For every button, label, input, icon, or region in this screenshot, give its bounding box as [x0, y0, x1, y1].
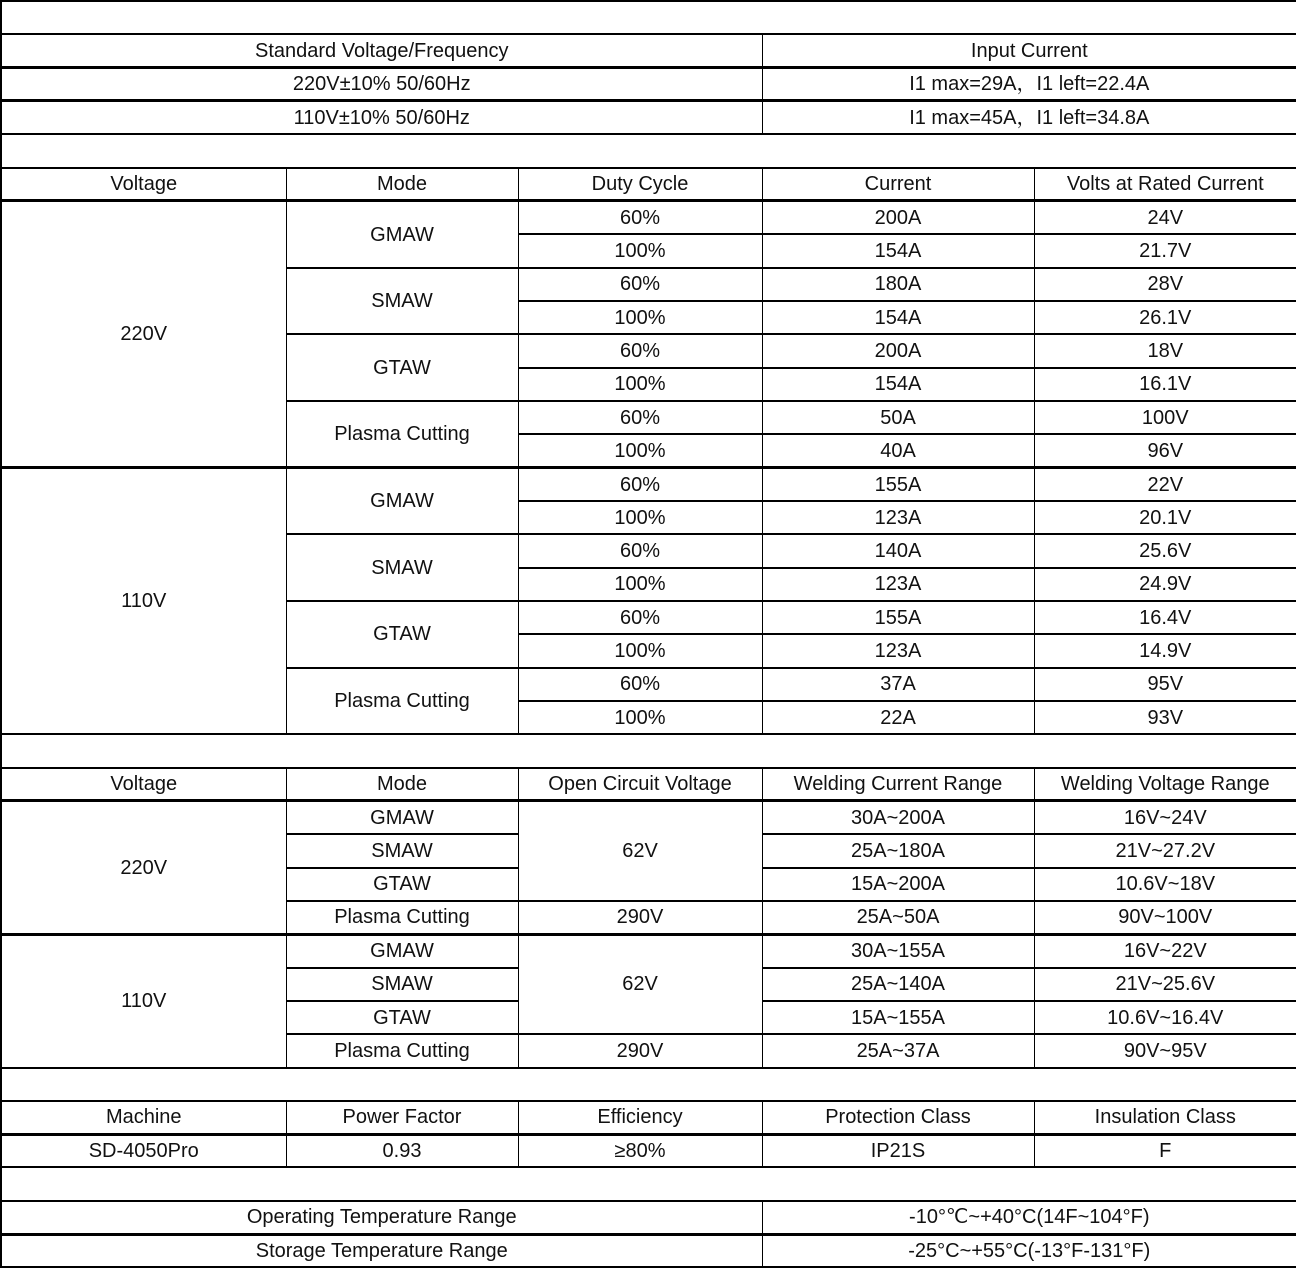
volts-cell: 96V [1034, 434, 1296, 467]
welding-voltage-range-cell: 21V~27.2V [1034, 834, 1296, 867]
voltage-group-cell: 110V [1, 468, 286, 735]
temperature-label-cell: Storage Temperature Range [1, 1234, 762, 1267]
mode-cell: Plasma Cutting [286, 901, 518, 934]
welding-voltage-range-cell: 16V~22V [1034, 934, 1296, 967]
volts-cell: 28V [1034, 268, 1296, 301]
rated-output-section-header: RATED OUTPUT -DC ONLY [1, 134, 1296, 167]
welding-voltage-range-cell: 16V~24V [1034, 801, 1296, 834]
current-cell: 40A [762, 434, 1034, 467]
col-header-voltage: Voltage [1, 168, 286, 201]
col-header-power-factor: Power Factor [286, 1101, 518, 1134]
mode-cell: GTAW [286, 334, 518, 401]
mode-cell: SMAW [286, 968, 518, 1001]
mode-cell: GTAW [286, 868, 518, 901]
mode-cell: SMAW [286, 268, 518, 335]
col-header-efficiency: Efficiency [518, 1101, 762, 1134]
duty-cycle-cell: 100% [518, 234, 762, 267]
mode-cell: GMAW [286, 801, 518, 834]
welding-current-range-cell: 15A~200A [762, 868, 1034, 901]
mode-cell: GTAW [286, 601, 518, 668]
volts-cell: 24.9V [1034, 568, 1296, 601]
col-header-protection-class: Protection Class [762, 1101, 1034, 1134]
col-header-welding-current-range: Welding Current Range [762, 768, 1034, 801]
welding-current-range-cell: 25A~37A [762, 1034, 1034, 1067]
col-header-current: Current [762, 168, 1034, 201]
voltage-group-cell: 220V [1, 801, 286, 934]
welding-current-range-cell: 25A~140A [762, 968, 1034, 1001]
insulation-class-value-cell: F [1034, 1134, 1296, 1167]
current-cell: 37A [762, 668, 1034, 701]
welding-voltage-range-cell: 10.6V~16.4V [1034, 1001, 1296, 1034]
volts-cell: 22V [1034, 468, 1296, 501]
current-cell: 155A [762, 601, 1034, 634]
duty-cycle-cell: 60% [518, 334, 762, 367]
current-cell: 123A [762, 634, 1034, 667]
mode-cell: SMAW [286, 834, 518, 867]
open-circuit-voltage-cell: 62V [518, 801, 762, 901]
volts-cell: 100V [1034, 401, 1296, 434]
input-voltage-cell: 110V±10% 50/60Hz [1, 101, 762, 134]
voltage-group-cell: 110V [1, 934, 286, 1067]
welding-voltage-range-cell: 21V~25.6V [1034, 968, 1296, 1001]
volts-cell: 18V [1034, 334, 1296, 367]
welding-current-range-cell: 30A~155A [762, 934, 1034, 967]
mode-cell: GTAW [286, 1001, 518, 1034]
welding-voltage-range-cell: 90V~100V [1034, 901, 1296, 934]
col-header-machine: Machine [1, 1101, 286, 1134]
volts-cell: 26.1V [1034, 301, 1296, 334]
col-header-duty-cycle: Duty Cycle [518, 168, 762, 201]
mode-cell: GMAW [286, 934, 518, 967]
mode-cell: Plasma Cutting [286, 1034, 518, 1067]
temperature-label-cell: Operating Temperature Range [1, 1201, 762, 1234]
duty-cycle-cell: 60% [518, 668, 762, 701]
open-circuit-voltage-cell: 62V [518, 934, 762, 1034]
current-cell: 180A [762, 268, 1034, 301]
welding-voltage-range-cell: 10.6V~18V [1034, 868, 1296, 901]
volts-cell: 16.4V [1034, 601, 1296, 634]
input-current-cell: I1 max=45A，I1 left=34.8A [762, 101, 1296, 134]
welding-current-range-cell: 25A~180A [762, 834, 1034, 867]
mode-cell: GMAW [286, 201, 518, 268]
duty-cycle-cell: 60% [518, 601, 762, 634]
temperature-value-cell: -10°℃~+40°C(14F~104°F) [762, 1201, 1296, 1234]
efficiency-value-cell: ≥80% [518, 1134, 762, 1167]
mode-cell: Plasma Cutting [286, 401, 518, 468]
duty-cycle-cell: 60% [518, 268, 762, 301]
duty-cycle-cell: 100% [518, 634, 762, 667]
current-cell: 22A [762, 701, 1034, 734]
current-cell: 155A [762, 468, 1034, 501]
col-header-open-circuit-voltage: Open Circuit Voltage [518, 768, 762, 801]
volts-cell: 24V [1034, 201, 1296, 234]
protection-class-value-cell: IP21S [762, 1134, 1034, 1167]
duty-cycle-cell: 60% [518, 534, 762, 567]
input-current-cell: I1 max=29A，I1 left=22.4A [762, 68, 1296, 101]
input-section-header: INPUT-SINGLE PHASE ONLY [1, 1, 1296, 34]
duty-cycle-cell: 100% [518, 434, 762, 467]
duty-cycle-cell: 60% [518, 201, 762, 234]
col-header-volts-at-rated-current: Volts at Rated Current [1034, 168, 1296, 201]
volts-cell: 25.6V [1034, 534, 1296, 567]
duty-cycle-cell: 100% [518, 701, 762, 734]
duty-cycle-cell: 60% [518, 468, 762, 501]
duty-cycle-cell: 100% [518, 501, 762, 534]
current-cell: 154A [762, 368, 1034, 401]
power-factor-value-cell: 0.93 [286, 1134, 518, 1167]
welding-current-range-cell: 15A~155A [762, 1001, 1034, 1034]
input-voltage-cell: 220V±10% 50/60Hz [1, 68, 762, 101]
current-cell: 50A [762, 401, 1034, 434]
mode-cell: Plasma Cutting [286, 668, 518, 735]
welding-current-range-cell: 25A~50A [762, 901, 1034, 934]
current-cell: 200A [762, 334, 1034, 367]
col-header-mode: Mode [286, 768, 518, 801]
duty-cycle-cell: 100% [518, 301, 762, 334]
open-circuit-voltage-cell: 290V [518, 1034, 762, 1067]
other-parameters-section-header: OTHER PARAMETERS [1, 1068, 1296, 1101]
col-header-voltage: Voltage [1, 768, 286, 801]
volts-cell: 16.1V [1034, 368, 1296, 401]
duty-cycle-cell: 100% [518, 368, 762, 401]
open-circuit-voltage-cell: 290V [518, 901, 762, 934]
welding-current-range-cell: 30A~200A [762, 801, 1034, 834]
volts-cell: 21.7V [1034, 234, 1296, 267]
col-header-mode: Mode [286, 168, 518, 201]
output-range-section-header: OUTPUT RANGE [1, 734, 1296, 767]
volts-cell: 14.9V [1034, 634, 1296, 667]
current-cell: 154A [762, 301, 1034, 334]
welding-voltage-range-cell: 90V~95V [1034, 1034, 1296, 1067]
duty-cycle-cell: 100% [518, 568, 762, 601]
current-cell: 154A [762, 234, 1034, 267]
temperature-value-cell: -25°C~+55°C(-13°F-131°F) [762, 1234, 1296, 1267]
col-header-welding-voltage-range: Welding Voltage Range [1034, 768, 1296, 801]
current-cell: 123A [762, 568, 1034, 601]
volts-cell: 20.1V [1034, 501, 1296, 534]
machine-value-cell: SD-4050Pro [1, 1134, 286, 1167]
temperature-range-section-header: TEMPERATURE RANGE [1, 1167, 1296, 1200]
duty-cycle-cell: 60% [518, 401, 762, 434]
input-col-header-input-current: Input Current [762, 34, 1296, 67]
current-cell: 200A [762, 201, 1034, 234]
mode-cell: SMAW [286, 534, 518, 601]
voltage-group-cell: 220V [1, 201, 286, 468]
input-col-header-voltage-frequency: Standard Voltage/Frequency [1, 34, 762, 67]
current-cell: 140A [762, 534, 1034, 567]
volts-cell: 93V [1034, 701, 1296, 734]
volts-cell: 95V [1034, 668, 1296, 701]
mode-cell: GMAW [286, 468, 518, 535]
current-cell: 123A [762, 501, 1034, 534]
col-header-insulation-class: Insulation Class [1034, 1101, 1296, 1134]
